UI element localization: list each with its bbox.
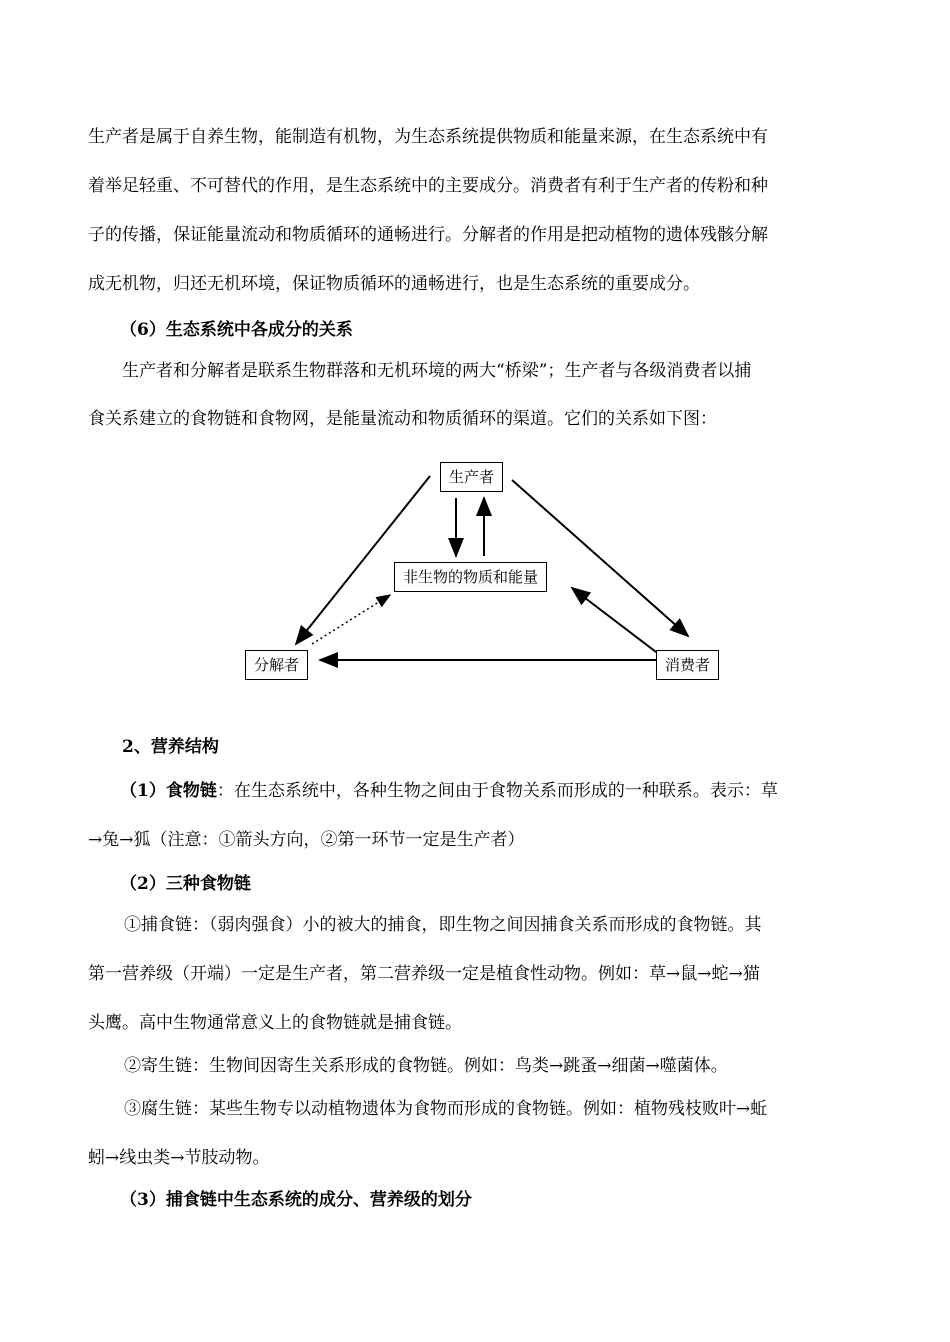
section-heading: 2、营养结构: [122, 737, 219, 757]
arrow-producer-to-consumer: [512, 480, 688, 636]
term-label: （1）食物链: [120, 781, 217, 801]
node-abiotic: 非生物的物质和能量: [394, 562, 547, 592]
paragraph-line: ②寄生链：生物间因寄生关系形成的食物链。例如：鸟类→跳蚤→细菌→噬菌体。: [124, 1056, 728, 1076]
paragraph-line: 头鹰。高中生物通常意义上的食物链就是捕食链。: [88, 1013, 462, 1033]
section-heading: （3）捕食链中生态系统的成分、营养级的划分: [120, 1190, 472, 1210]
ecosystem-relation-diagram: [240, 458, 740, 698]
paragraph-line: [120, 779, 778, 803]
paragraph-line: 蚓→线虫类→节肢动物。: [88, 1148, 270, 1168]
node-decomposer: 分解者: [245, 650, 308, 680]
node-producer: 生产者: [440, 462, 503, 492]
node-consumer: 消费者: [656, 650, 719, 680]
paragraph-line: ③腐生链：某些生物专以动植物遗体为食物而形成的食物链。例如：植物残枝败叶→蚯: [124, 1099, 768, 1119]
arrow-producer-to-decomposer: [296, 476, 430, 644]
paragraph-line: 生产者是属于自养生物，能制造有机物，为生态系统提供物质和能量来源，在生态系统中有: [88, 127, 768, 147]
paragraph-line: ①捕食链：（弱肉强食）小的被大的捕食，即生物之间因捕食关系而形成的食物链。其: [124, 915, 762, 935]
paragraph-line: 子的传播，保证能量流动和物质循环的通畅进行。分解者的作用是把动植物的遗体残骸分解: [88, 225, 768, 245]
paragraph-line: →兔→狐（注意：①箭头方向，②第一环节一定是生产者）: [88, 830, 525, 850]
arrow-consumer-to-abiotic: [572, 588, 660, 655]
paragraph-line: 着举足轻重、不可替代的作用，是生态系统中的主要成分。消费者有利于生产者的传粉和种: [88, 176, 768, 196]
paragraph-line: 食关系建立的食物链和食物网，是能量流动和物质循环的渠道。它们的关系如下图：: [88, 409, 717, 429]
section-heading: （2）三种食物链: [120, 874, 251, 894]
paragraph-line: 第一营养级（开端）一定是生产者，第二营养级一定是植食性动物。例如：草→鼠→蛇→猫: [88, 964, 760, 984]
paragraph-line: 成无机物，归还无机环境，保证物质循环的通畅进行，也是生态系统的重要成分。: [88, 274, 700, 294]
term-text: ：在生态系统中，各种生物之间由于食物关系而形成的一种联系。表示：草: [216, 781, 778, 801]
arrow-decomposer-to-abiotic: [312, 595, 390, 644]
paragraph-line: 生产者和分解者是联系生物群落和无机环境的两大“桥梁”；生产者与各级消费者以捕: [122, 361, 752, 381]
section-heading: （6）生态系统中各成分的关系: [120, 320, 353, 340]
